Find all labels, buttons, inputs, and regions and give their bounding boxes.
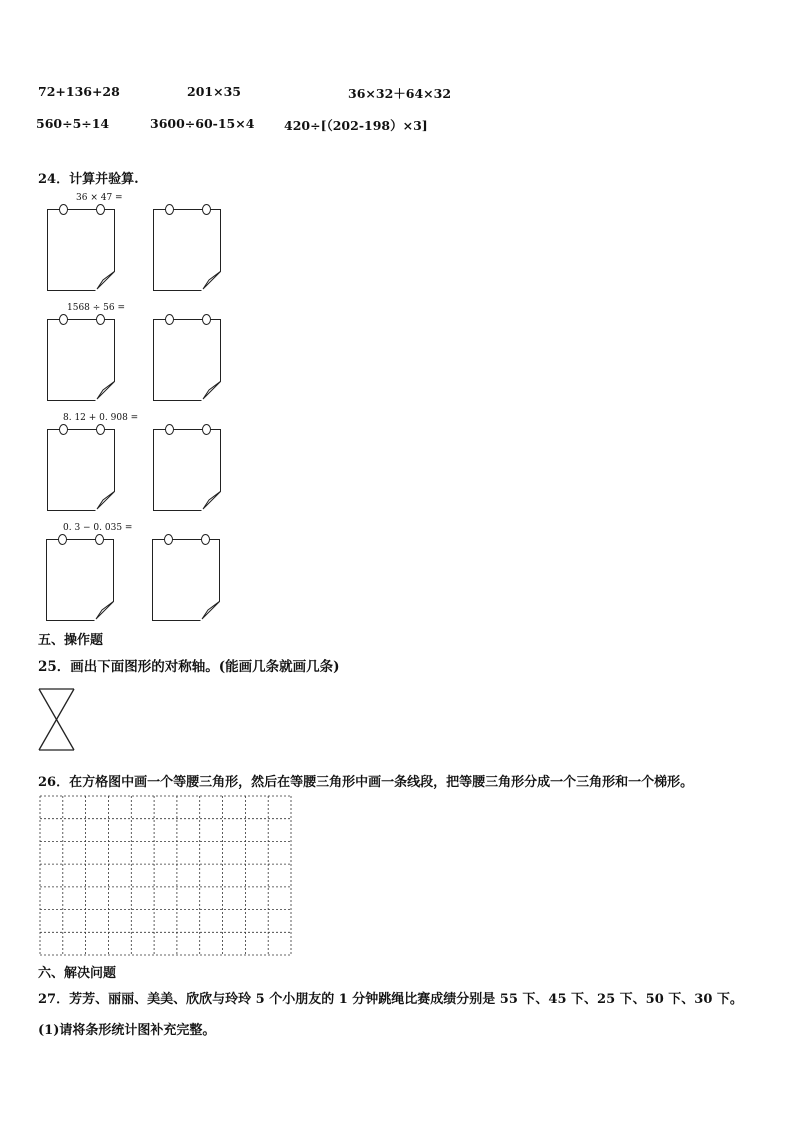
verify-pad-3[interactable] — [153, 429, 221, 511]
ring-icon — [202, 204, 211, 215]
ring-icon — [202, 314, 211, 325]
calc-pad-4[interactable] — [46, 539, 114, 621]
page-curl-icon — [95, 381, 115, 401]
page-curl-icon — [200, 601, 220, 621]
question-27-subquestion-1: (1)请将条形统计图补充完整。 — [38, 1023, 216, 1038]
ring-icon — [165, 424, 174, 435]
section-5-heading: 五、操作题 — [38, 633, 104, 648]
ring-icon — [59, 204, 68, 215]
expression-3: 36×32＋64×32 — [348, 86, 452, 101]
section-6-heading: 六、解决问题 — [38, 966, 117, 981]
ring-icon — [59, 314, 68, 325]
expression-1: 72+136+28 — [38, 84, 120, 99]
expression-6: 420÷[（202-198）×3] — [284, 118, 428, 133]
calc-pad-2[interactable] — [47, 319, 115, 401]
question-27-title: 27．芳芳、丽丽、美美、欣欣与玲玲 5 个小朋友的 1 分钟跳绳比赛成绩分别是 55 下、45 下、25 下、50 下、30 下。 — [38, 992, 743, 1007]
expression-5: 3600÷60-15×4 — [150, 116, 255, 131]
ring-icon — [201, 534, 210, 545]
ring-icon — [96, 204, 105, 215]
ring-icon — [165, 204, 174, 215]
verify-pad-2[interactable] — [153, 319, 221, 401]
calc-label-3: 8. 12 + 0. 908 = — [63, 413, 139, 423]
ring-icon — [58, 534, 67, 545]
calc-label-1: 36 × 47 = — [76, 193, 123, 203]
page-curl-icon — [201, 271, 221, 291]
verify-pad-1[interactable] — [153, 209, 221, 291]
ring-icon — [165, 314, 174, 325]
ring-icon — [96, 424, 105, 435]
calc-label-4: 0. 3 − 0. 035 = — [63, 523, 133, 533]
expression-4: 560÷5÷14 — [36, 116, 110, 131]
ring-icon — [95, 534, 104, 545]
square-grid[interactable] — [39, 795, 293, 959]
hourglass-figure[interactable] — [37, 688, 77, 752]
calc-label-2: 1568 ÷ 56 = — [67, 303, 126, 313]
page-curl-icon — [94, 601, 114, 621]
page-curl-icon — [201, 491, 221, 511]
page-curl-icon — [201, 381, 221, 401]
ring-icon — [96, 314, 105, 325]
calc-pad-1[interactable] — [47, 209, 115, 291]
question-24-title: 24．计算并验算. — [38, 172, 139, 187]
question-26-title: 26．在方格图中画一个等腰三角形，然后在等腰三角形中画一条线段，把等腰三角形分成一个三角形和一个梯形。 — [38, 775, 694, 790]
calc-pad-3[interactable] — [47, 429, 115, 511]
question-25-title: 25．画出下面图形的对称轴。(能画几条就画几条) — [38, 659, 340, 675]
verify-pad-4[interactable] — [152, 539, 220, 621]
ring-icon — [164, 534, 173, 545]
expression-2: 201×35 — [187, 84, 241, 99]
page-curl-icon — [95, 491, 115, 511]
ring-icon — [59, 424, 68, 435]
ring-icon — [202, 424, 211, 435]
page-curl-icon — [95, 271, 115, 291]
